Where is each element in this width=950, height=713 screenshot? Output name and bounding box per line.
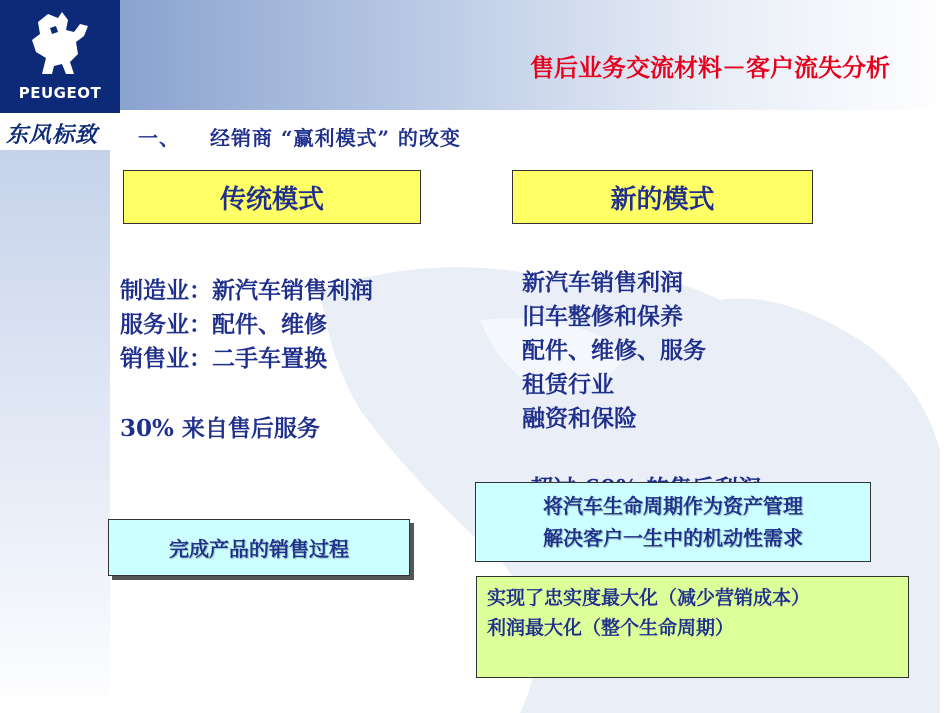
- benefit-line: 实现了忠实度最大化（减少营销成本）: [487, 587, 811, 609]
- brand-name-cn: 东风标致: [6, 122, 99, 148]
- list-item: 融资和保险: [522, 405, 637, 432]
- section-number: 一、: [138, 126, 180, 150]
- new-model-result-box: [475, 482, 871, 562]
- list-item: 配件、维修、服务: [522, 337, 706, 364]
- section-heading: [138, 122, 461, 151]
- traditional-model-label: 传统模式: [123, 170, 421, 224]
- list-item: 服务业：配件、维修: [120, 311, 327, 338]
- list-item: 制造业：新汽车销售利润: [120, 277, 373, 304]
- result-line: 解决客户一生中的机动性需求: [543, 526, 803, 550]
- slide-title: 售后业务交流材料－客户流失分析: [530, 54, 890, 82]
- benefit-line: 利润最大化（整个生命周期）: [487, 617, 735, 639]
- new-model-label: 新的模式: [512, 170, 813, 224]
- lion-icon: [22, 8, 98, 80]
- new-model-list: [522, 266, 706, 436]
- list-item: 销售业：二手车置换: [120, 345, 327, 372]
- logo-text: PEUGEOT: [18, 84, 102, 102]
- benefits-box: [476, 576, 909, 678]
- traditional-list: [120, 274, 373, 376]
- left-decor-strip: [0, 150, 110, 713]
- list-item: 新汽车销售利润: [522, 269, 683, 296]
- traditional-result-box: 完成产品的销售过程: [108, 519, 410, 576]
- section-heading-text: 经销商 “赢利模式” 的改变: [210, 126, 461, 150]
- peugeot-logo: [0, 0, 120, 113]
- list-item: 租赁行业: [522, 371, 614, 398]
- traditional-note: 30% 来自售后服务: [120, 415, 320, 442]
- list-item: 旧车整修和保养: [522, 303, 683, 330]
- result-line: 将汽车生命周期作为资产管理: [543, 494, 803, 518]
